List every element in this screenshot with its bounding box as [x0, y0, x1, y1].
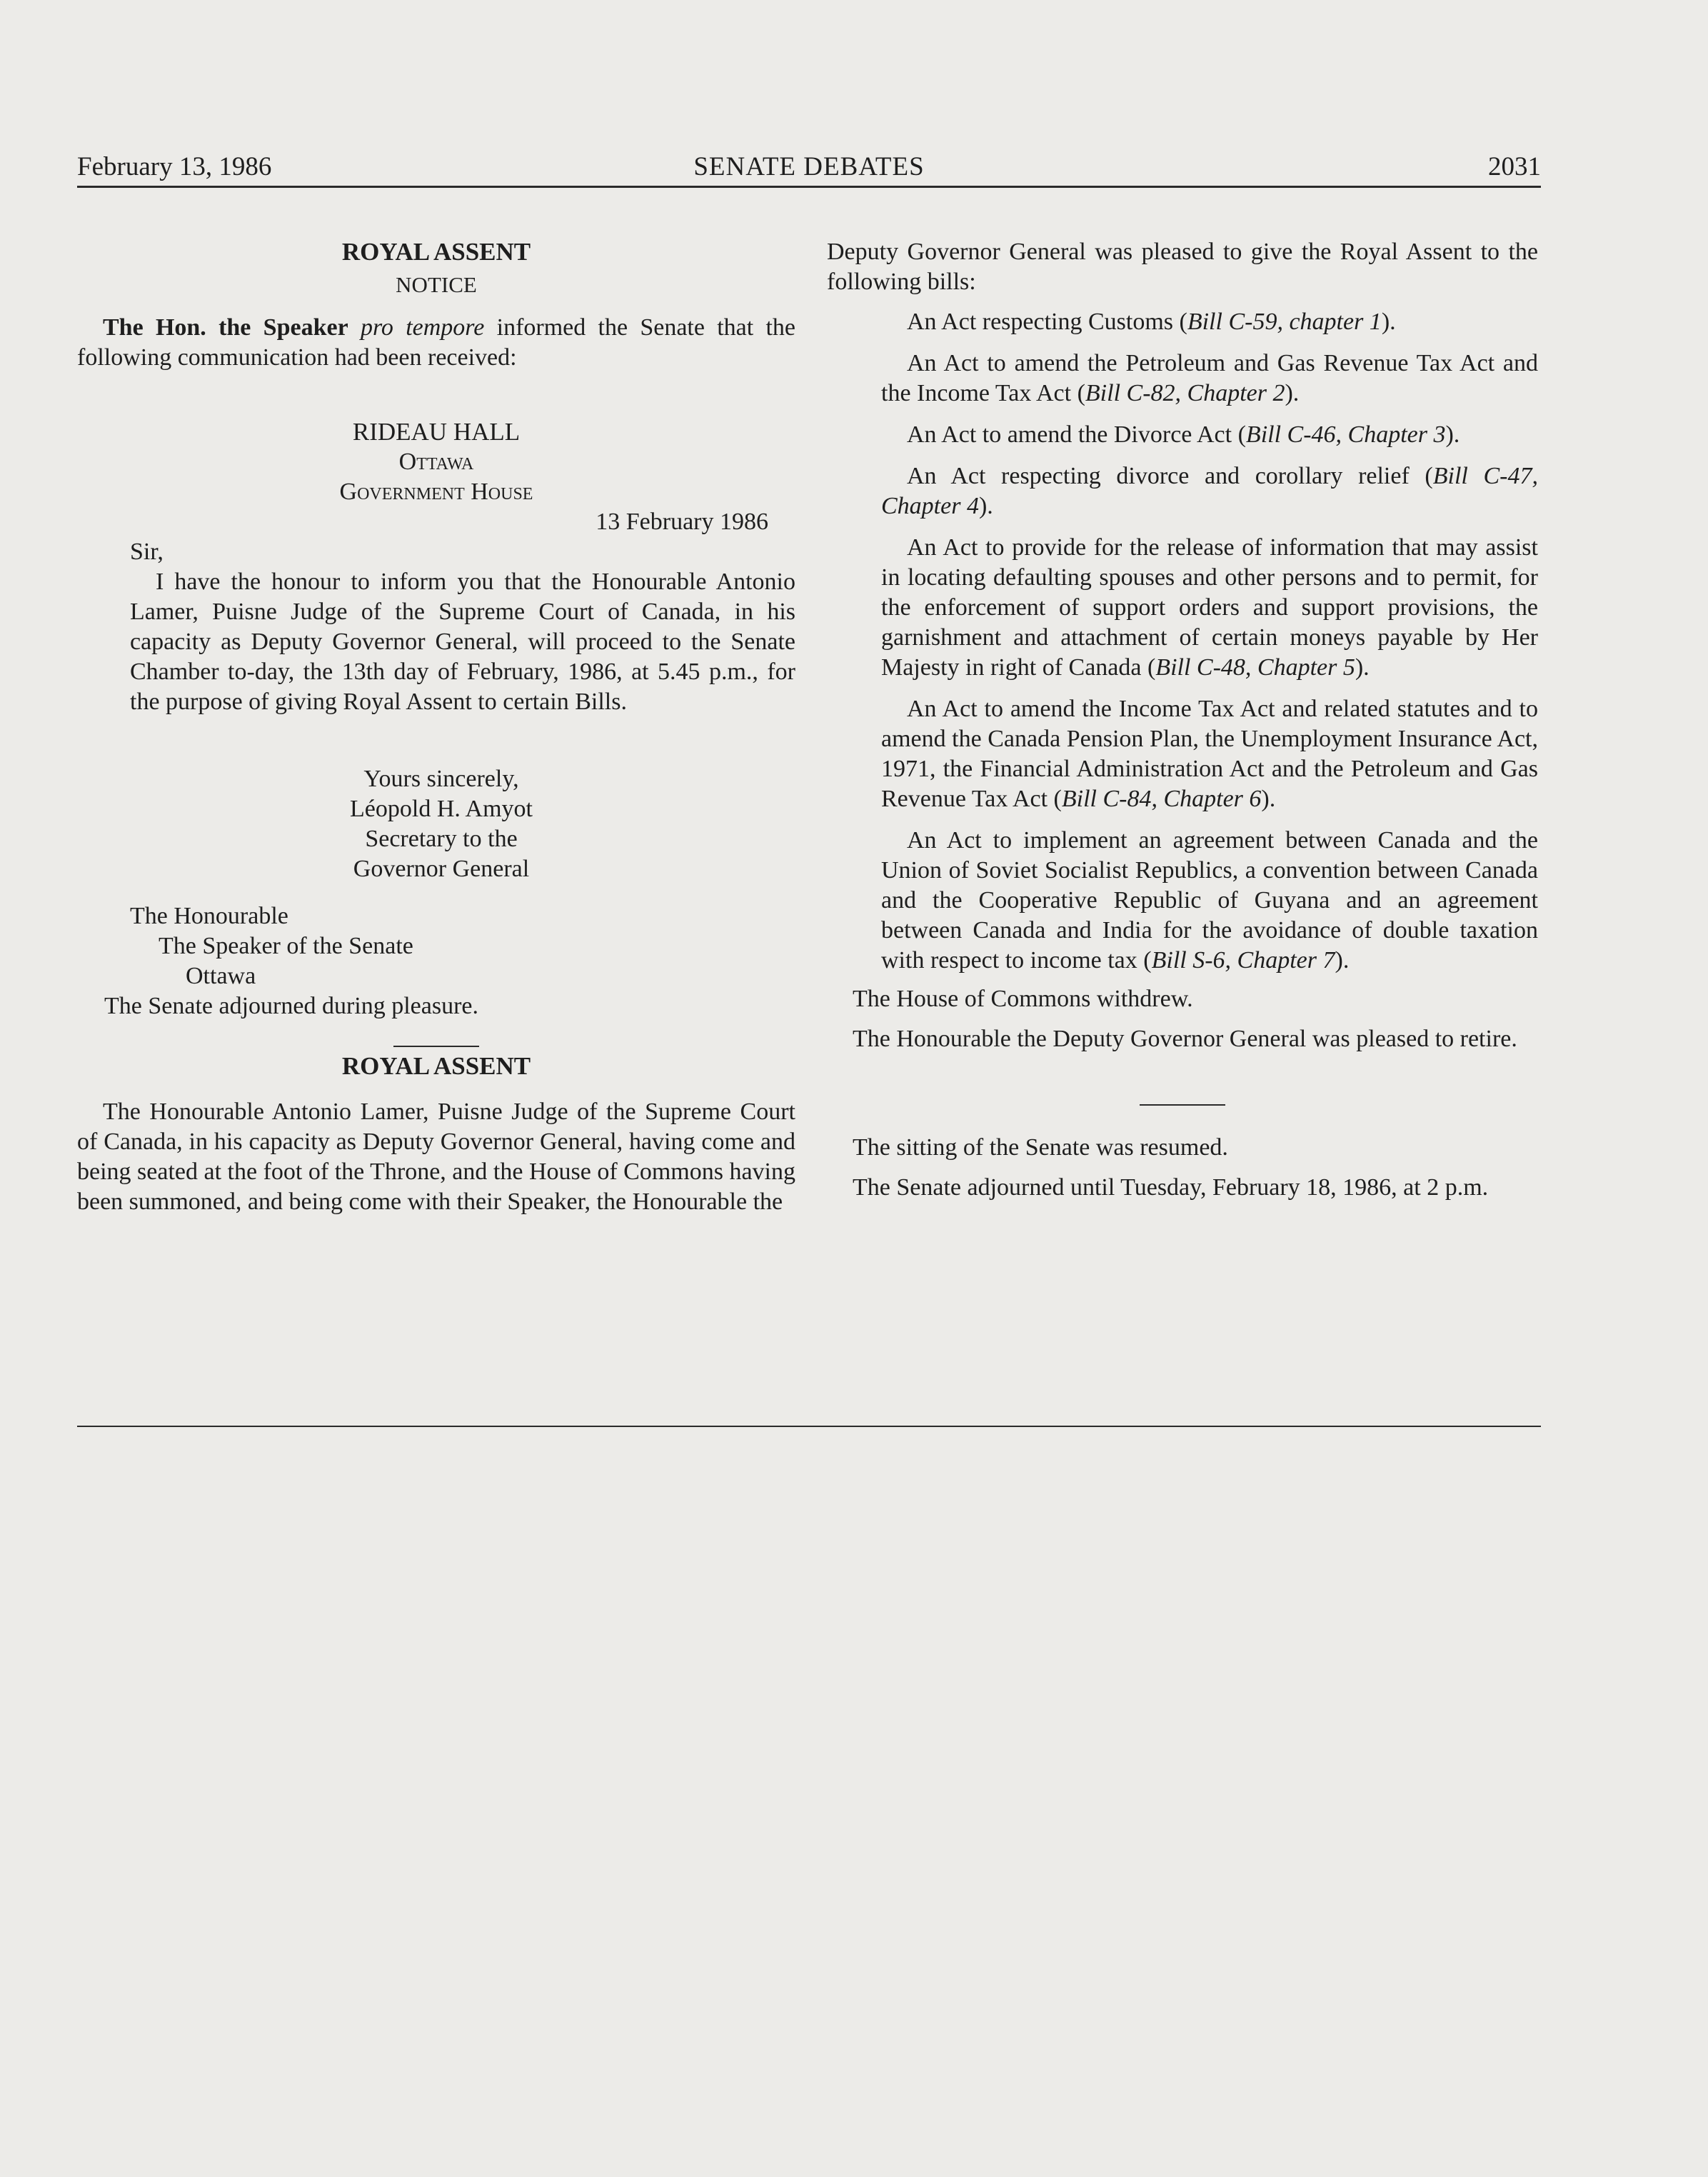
section-heading-royal-assent: ROYAL ASSENT [341, 1052, 531, 1080]
header-title: SENATE DEBATES [693, 152, 925, 181]
right-column [827, 237, 1538, 1203]
bill-item [881, 307, 1538, 337]
letter-date: 13 February 1986 [596, 509, 768, 535]
left-column [77, 237, 795, 1217]
notice-subheading: NOTICE [396, 272, 477, 297]
bill-end: ). [1355, 654, 1370, 681]
bill-end: ). [1335, 947, 1350, 974]
bill-reference: Bill C-46, Chapter 3 [1245, 421, 1446, 448]
letter-closing: Yours sincerely, [363, 766, 519, 792]
bill-text: An Act to amend the Income Tax Act and related statutes and to amend the Canada Pension Plan, the Unemployment Insurance Act, 1971, the Financial Administration Act and the Petroleum and Gas Revenue Tax Act ( [881, 696, 1538, 812]
letter-block [77, 417, 795, 991]
adjourned-until: The Senate adjourned until Tuesday, February 18, 1986, at 2 p.m. [853, 1174, 1489, 1201]
bill-reference: Bill C-84, Chapter 6 [1061, 786, 1262, 812]
bill-end: ). [1285, 380, 1300, 406]
bill-reference: Bill C-82, Chapter 2 [1085, 380, 1285, 406]
speaker-paragraph [77, 313, 795, 373]
speaker-pro-tempore: pro tempore [360, 314, 485, 341]
letter-house: Government House [339, 479, 533, 505]
bill-item [881, 533, 1538, 683]
commons-withdrew: The House of Commons withdrew. [853, 986, 1193, 1012]
sitting-resumed: The sitting of the Senate was resumed. [853, 1134, 1228, 1161]
section-heading-royal-assent-notice: ROYAL ASSENT [341, 238, 531, 266]
adjourned-during-pleasure: The Senate adjourned during pleasure. [104, 993, 478, 1019]
letter-body: I have the honour to inform you that the Honourable Antonio Lamer, Puisne Judge of the Supreme Court of Canada, in his capacity as Deputy Governor General, will proceed to the Senate Chamber to-day, the 13th day of February, 1986, at 5.45 p.m., for the purpose of giving Royal Assent to certain Bills. [130, 569, 795, 715]
letter-addressee [77, 901, 795, 991]
deputy-governor-retire: The Honourable the Deputy Governor General was pleased to retire. [853, 1026, 1517, 1052]
bill-item [881, 694, 1538, 814]
bills-list [827, 307, 1538, 976]
bill-reference: Bill C-47, Chapter 4 [881, 463, 1538, 519]
bill-text: An Act to provide for the release of information that may assist in locating defaulting spouses and other persons and to permit, for the enforcement of support orders and support provisions, the garnishment and attachment of certain moneys payable by Her Majesty in right of Canada ( [881, 534, 1538, 681]
letter-city: Ottawa [398, 449, 474, 475]
right-separator [1140, 1104, 1225, 1106]
addressee-line-3: Ottawa [186, 963, 256, 989]
speaker-text: informed the Senate that the following communication had been received: [77, 314, 796, 371]
bill-reference: Bill C-48, Chapter 5 [1155, 654, 1355, 681]
running-header [77, 151, 1541, 186]
header-rule [77, 186, 1541, 188]
bill-reference: Bill C-59, chapter 1 [1187, 309, 1382, 335]
letter-signer-title-1: Secretary to the [365, 826, 518, 852]
letter-signer: Léopold H. Amyot [350, 796, 533, 822]
speaker-name: The Hon. the Speaker [103, 314, 348, 341]
letter-salutation: Sir, [130, 539, 164, 565]
bill-text: An Act respecting Customs ( [907, 309, 1187, 335]
bill-text: An Act to amend the Divorce Act ( [907, 421, 1246, 448]
letter-place: RIDEAU HALL [352, 418, 521, 446]
addressee-line-2: The Speaker of the Senate [159, 933, 413, 959]
bill-reference: Bill S-6, Chapter 7 [1151, 947, 1335, 974]
addressee-line-1: The Honourable [130, 903, 288, 929]
assent-continuation: Deputy Governor General was pleased to give the Royal Assent to the following bills: [827, 239, 1538, 295]
bill-item [881, 420, 1538, 450]
letter-signer-title-2: Governor General [353, 856, 530, 882]
letter-signature [291, 764, 591, 884]
bill-end: ). [1445, 421, 1460, 448]
bill-item [881, 461, 1538, 521]
bill-item [881, 826, 1538, 976]
bill-text: An Act respecting divorce and corollary relief ( [907, 463, 1433, 489]
assent-paragraph: The Honourable Antonio Lamer, Puisne Judge of the Supreme Court of Canada, in his capacity as Deputy Governor General, having come and being seated at the foot of the Throne, and the House of Commons having been summoned, and being come with their Speaker, the Honourable the [77, 1098, 795, 1215]
footer-rule [77, 1426, 1541, 1427]
section-separator [393, 1046, 479, 1047]
header-date: February 13, 1986 [77, 152, 272, 181]
header-page-number: 2031 [1488, 152, 1541, 181]
bill-end: ). [1261, 786, 1276, 812]
bill-item [881, 349, 1538, 409]
bill-end: ). [978, 493, 993, 519]
bill-text: An Act to amend the Petroleum and Gas Revenue Tax Act and the Income Tax Act ( [881, 350, 1538, 406]
bill-text: An Act to implement an agreement between Canada and the Union of Soviet Socialist Republics, a convention between Canada and the Cooperative Republic of Guyana and an agreement between Canada and India for the avoidance of double taxation with respect to income tax ( [881, 827, 1538, 974]
bill-end: ). [1381, 309, 1396, 335]
